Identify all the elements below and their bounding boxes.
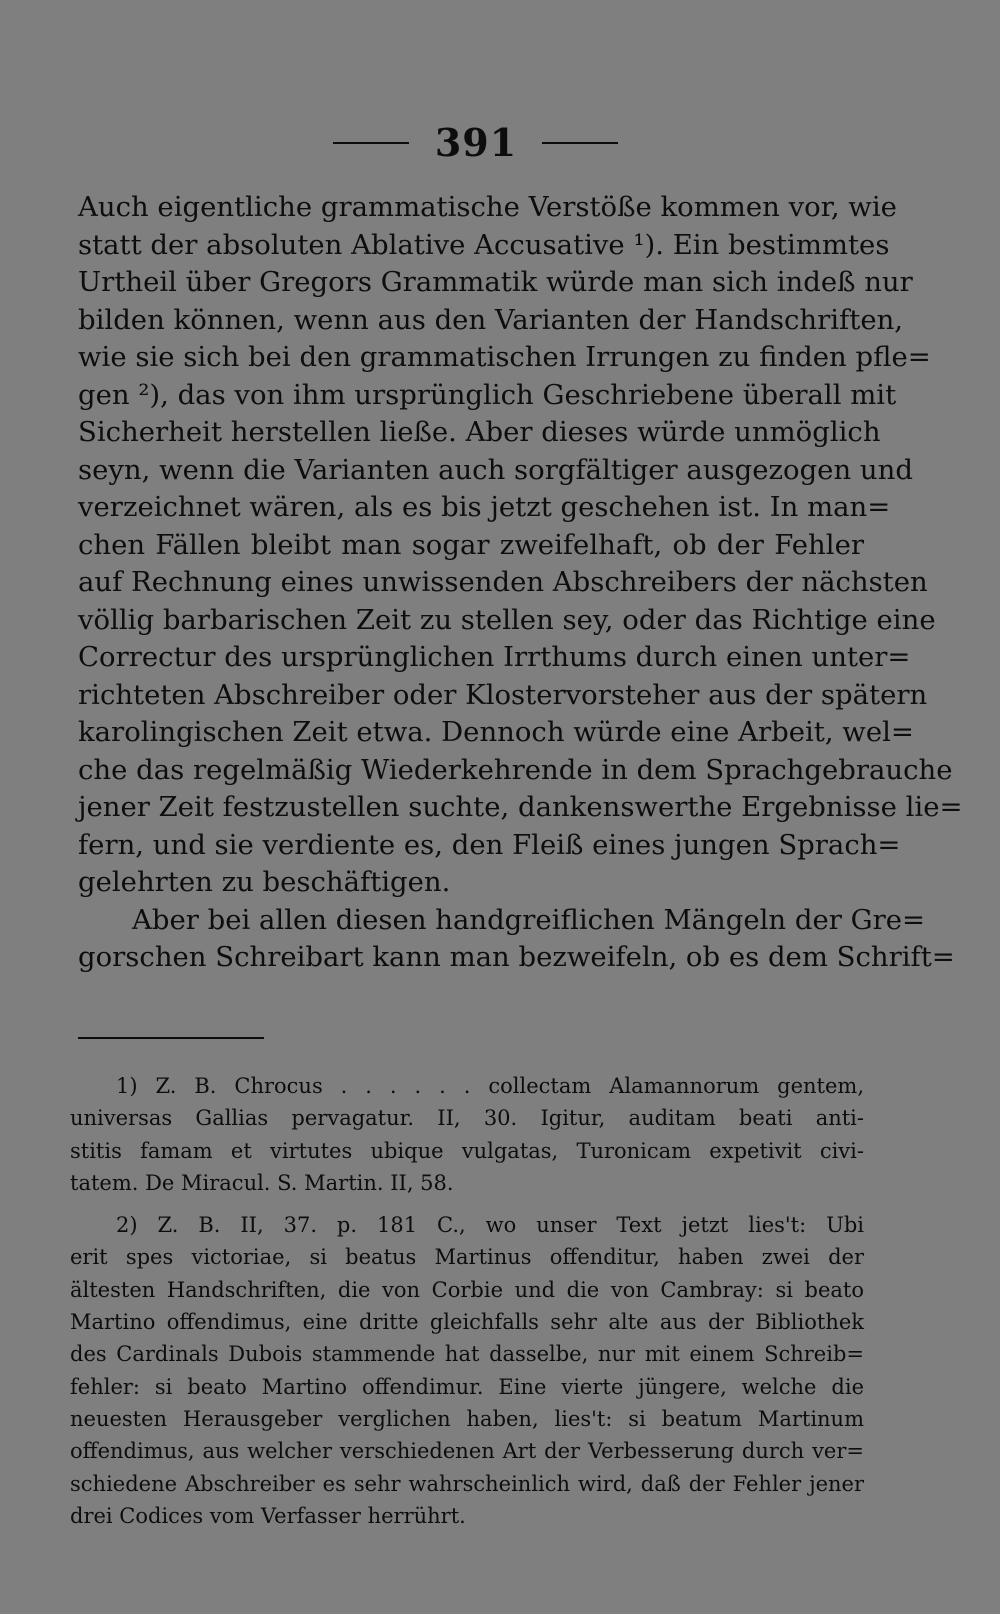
body-line: chen Fällen bleibt man sogar zweifelhaft, ob der Fehler <box>78 528 864 561</box>
body-line: gelehrten zu beschäftigen. <box>78 866 451 898</box>
footnote-line: schiedene Abschreiber es sehr wahrscheinlich wird, daß der Fehler jener <box>70 1471 864 1496</box>
body-line: wie sie sich bei den grammatischen Irrungen zu finden pfle= <box>78 341 931 373</box>
footnote-line: tatem. De Miracul. S. Martin. II, 58. <box>70 1170 454 1195</box>
body-line: karolingischen Zeit etwa. Dennoch würde eine Arbeit, wel= <box>78 716 914 748</box>
header-rule-left <box>333 142 409 144</box>
footnote-line: 2) Z. B. II, 37. p. 181 C., wo unser Text jetzt lies't: Ubi <box>116 1213 864 1238</box>
body-line: Sicherheit herstellen ließe. Aber dieses würde unmöglich <box>78 416 881 448</box>
body-line: che das regelmäßig Wiederkehrende in dem Sprachgebrauche <box>78 753 953 786</box>
footnote-line: 1) Z. B. Chrocus . . . . . . collectam Alamannorum gentem, <box>116 1074 864 1098</box>
body-line: Correctur des ursprünglichen Irrthums durch einen unter= <box>78 641 911 673</box>
footnote-line: des Cardinals Dubois stammende hat dasselbe, nur mit einem Schreib= <box>70 1342 864 1367</box>
body-line: jener Zeit festzustellen suchte, dankenswerthe Ergebnisse lie= <box>78 791 963 823</box>
body-line: gorschen Schreibart kann man bezweifeln, ob es dem Schrift= <box>78 941 955 973</box>
body-line: bilden können, wenn aus den Varianten der Handschriften, <box>78 303 904 336</box>
body-line: völlig barbarischen Zeit zu stellen sey, oder das Richtige eine <box>78 603 936 636</box>
page-header <box>0 118 1000 168</box>
body-line: statt der absoluten Ablative Accusative ¹). Ein bestimmtes <box>78 228 890 261</box>
footnote-separator <box>78 1037 264 1039</box>
footnote-line: ältesten Handschriften, die von Corbie und die von Cambray: si beato <box>70 1277 864 1302</box>
footnote-line: erit spes victoriae, si beatus Martinus offenditur, haben zwei der <box>70 1245 864 1270</box>
footnote-line: neuesten Herausgeber verglichen haben, lies't: si beatum Martinum <box>70 1406 864 1431</box>
body-line: Urtheil über Gregors Grammatik würde man sich indeß nur <box>78 266 913 298</box>
footnote-line: fehler: si beato Martino offendimur. Eine vierte jüngere, welche die <box>70 1374 864 1399</box>
page-number: 391 <box>434 120 518 165</box>
footnote-line: Martino offendimus, eine dritte gleichfalls sehr alte aus der Bibliothek <box>70 1310 864 1335</box>
body-line: verzeichnet wären, als es bis jetzt geschehen ist. In man= <box>78 491 891 523</box>
body-line: gen ²), das von ihm ursprünglich Geschriebene überall mit <box>78 378 897 411</box>
footnote-line: drei Codices vom Verfasser herrührt. <box>70 1503 466 1528</box>
footnote-line: offendimus, aus welcher verschiedenen Art der Verbesserung durch ver= <box>70 1439 864 1464</box>
body-line: auf Rechnung eines unwissenden Abschreibers der nächsten <box>78 566 928 598</box>
body-line: Auch eigentliche grammatische Verstöße kommen vor, wie <box>78 191 897 223</box>
body-line: richteten Abschreiber oder Klostervorsteher aus der spätern <box>78 678 928 711</box>
footnote-line: stitis famam et virtutes ubique vulgatas, Turonicam expetivit civi- <box>70 1138 864 1163</box>
footnotes <box>70 1070 864 1532</box>
body-line: seyn, wenn die Varianten auch sorgfältiger ausgezogen und <box>78 453 913 486</box>
footnote-line: universas Gallias pervagatur. II, 30. Igitur, auditam beati anti- <box>70 1106 864 1131</box>
body-line: fern, und sie verdiente es, den Fleiß eines jungen Sprach= <box>78 828 901 861</box>
header-rule-right <box>542 142 618 144</box>
body-text <box>78 189 963 977</box>
body-line: Aber bei allen diesen handgreiflichen Mängeln der Gre= <box>132 903 926 936</box>
